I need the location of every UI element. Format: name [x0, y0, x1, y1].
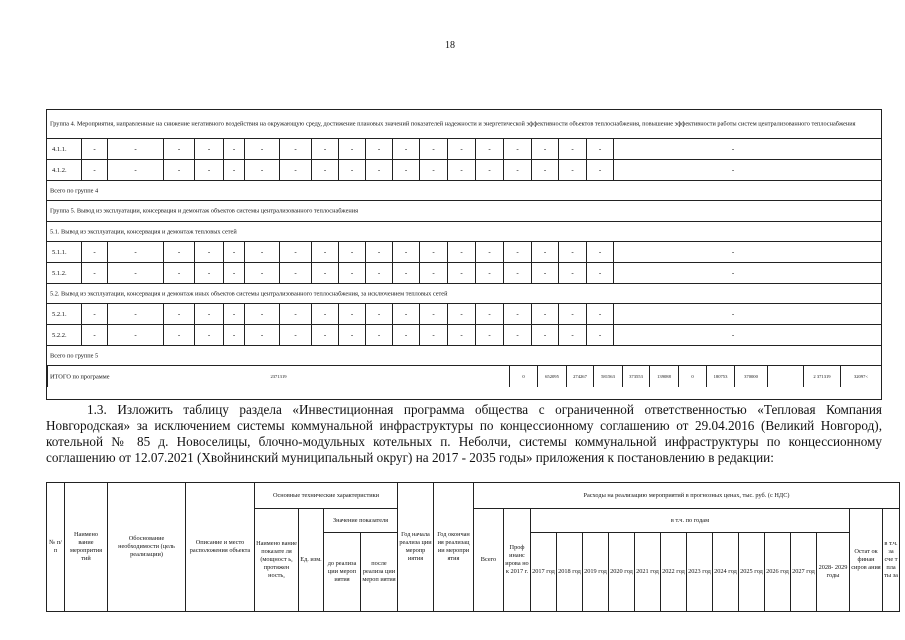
value-cell: -	[279, 242, 311, 262]
section-row	[47, 346, 881, 366]
total-value-cell: 581563	[593, 366, 622, 387]
tech-after: после реализа ции мероп иятия	[361, 533, 398, 612]
total-value-cell: 373553	[622, 366, 649, 387]
tech-unit: Ед. изм.	[299, 509, 324, 612]
row-title: Группа 5. Вывод из эксплуатации, консервация и демонтаж объектов системы централизованного теплоснабжения	[50, 207, 358, 215]
value-cell: -	[586, 242, 613, 262]
value-cell: -	[163, 304, 194, 324]
year-2028-2029: 2028- 2029 годы	[817, 533, 850, 612]
value-cell: -	[244, 304, 279, 324]
total-row	[47, 366, 881, 387]
year-2026: 2026 год	[765, 533, 791, 612]
value-cell: -	[279, 263, 311, 283]
col-total: Всего	[474, 509, 504, 612]
value-cell: -	[163, 242, 194, 262]
value-cell: -	[338, 325, 365, 345]
value-cell: -	[81, 325, 107, 345]
value-cell: -	[558, 160, 586, 180]
value-cell: -	[419, 139, 447, 159]
value-cell: -	[338, 242, 365, 262]
year-2022: 2022 год	[661, 533, 687, 612]
value-cell: -	[311, 304, 338, 324]
total-value-cell: 2 371319	[803, 366, 840, 387]
value-cell: -	[586, 325, 613, 345]
value-cell: -	[586, 304, 613, 324]
value-cell: -	[244, 242, 279, 262]
year-2020: 2020 год	[609, 533, 635, 612]
value-cell: -	[419, 325, 447, 345]
value-cell: -	[447, 160, 475, 180]
value-cell: -	[107, 325, 163, 345]
row-code: 5.1.1.	[52, 248, 67, 256]
value-cell: -	[419, 160, 447, 180]
col-start-year: Год начала реализа ции меропр иятия	[398, 483, 434, 612]
value-cell: -	[558, 325, 586, 345]
value-cell: -	[279, 160, 311, 180]
value-cell: -	[586, 139, 613, 159]
row-code: 5.2.2.	[52, 331, 67, 339]
value-cell: -	[107, 160, 163, 180]
value-cell: -	[223, 263, 244, 283]
value-cell: -	[365, 160, 392, 180]
value-cell: -	[475, 325, 503, 345]
value-cell: -	[244, 139, 279, 159]
year-2027: 2027 год	[791, 533, 817, 612]
value-cell: -	[447, 304, 475, 324]
value-cell: -	[475, 139, 503, 159]
value-cell: -	[365, 139, 392, 159]
col-description: Описание и место расположения объекта	[186, 483, 255, 612]
value-cell: -	[419, 242, 447, 262]
value-cell: -	[163, 139, 194, 159]
value-cell: -	[223, 139, 244, 159]
value-cell: -	[194, 263, 223, 283]
value-cell: -	[475, 160, 503, 180]
value-cell: -	[447, 139, 475, 159]
value-cell: -	[531, 325, 558, 345]
col-end-year: Год окончан ия реализац ии меропри ятия	[434, 483, 474, 612]
value-cell: -	[392, 160, 419, 180]
row-title: ИТОГО по программе	[50, 372, 110, 380]
section-row	[47, 110, 881, 139]
year-2024: 2024 год	[713, 533, 739, 612]
value-cell: -	[558, 304, 586, 324]
value-cell: -	[503, 242, 531, 262]
value-cell: -	[338, 139, 365, 159]
value-cell: -	[194, 160, 223, 180]
tech-value: Значение показателя	[324, 509, 398, 533]
section-row	[47, 284, 881, 304]
total-value-cell: 0	[509, 366, 537, 387]
total-value-cell: 274267	[566, 366, 593, 387]
value-cell: -	[586, 160, 613, 180]
row-title: 5.1. Вывод из эксплуатации, консервация и демонтаж тепловых сетей	[50, 227, 237, 235]
value-cell: -	[163, 263, 194, 283]
value-cell: -	[311, 160, 338, 180]
value-cell: -	[503, 139, 531, 159]
lower-table-header	[46, 482, 900, 612]
value-cell: -	[244, 160, 279, 180]
year-2021: 2021 год	[635, 533, 661, 612]
row-code: 5.1.2.	[52, 269, 67, 277]
value-cell: -	[558, 263, 586, 283]
value-cell: -	[223, 242, 244, 262]
value-cell: -	[392, 242, 419, 262]
value-cell: -	[392, 263, 419, 283]
value-cell: -	[81, 242, 107, 262]
value-cell: -	[475, 263, 503, 283]
value-cell: -	[244, 263, 279, 283]
tech-header: Основные технические характеристики	[255, 483, 398, 509]
total-value-cell: 32097<	[840, 366, 881, 387]
total-value-cell: 370000	[734, 366, 767, 387]
value-cell: -	[613, 242, 852, 262]
value-cell: -	[419, 304, 447, 324]
value-cell: -	[558, 242, 586, 262]
value-cell: -	[365, 304, 392, 324]
value-cell: -	[531, 139, 558, 159]
section-row	[47, 222, 881, 242]
value-cell: -	[279, 325, 311, 345]
value-cell: -	[194, 242, 223, 262]
value-cell: -	[163, 325, 194, 345]
value-cell: -	[194, 139, 223, 159]
tech-indicator-name: Наимено вание показате ля (мощност ь, протяжен ность,	[255, 509, 299, 612]
value-cell: -	[311, 242, 338, 262]
row-title: Всего по группе 4	[50, 186, 99, 194]
value-cell: -	[531, 304, 558, 324]
value-cell: -	[365, 325, 392, 345]
value-cell: -	[475, 242, 503, 262]
tech-before: до реализа ции мероп иятия	[324, 533, 361, 612]
value-cell: -	[163, 160, 194, 180]
value-cell: -	[475, 304, 503, 324]
value-cell: -	[81, 139, 107, 159]
page-number: 18	[445, 40, 455, 51]
row-code: 4.1.1.	[52, 145, 67, 153]
value-cell: -	[392, 139, 419, 159]
value-cell: -	[311, 325, 338, 345]
section-row	[47, 201, 881, 222]
year-2025: 2025 год	[739, 533, 765, 612]
value-cell: -	[311, 139, 338, 159]
value-cell: -	[194, 325, 223, 345]
value-cell: -	[223, 325, 244, 345]
costs-header: Расходы на реализацию мероприятий в прогнозных ценах, тыс. руб. (с НДС)	[474, 483, 900, 509]
year-2017: 2017 год	[531, 533, 557, 612]
value-cell: -	[503, 304, 531, 324]
col-prefinanced: Проф инанс ирова но к 2017 г.	[504, 509, 531, 612]
year-2023: 2023 год	[687, 533, 713, 612]
value-cell: -	[81, 263, 107, 283]
col-name: Наимено вание меропрития тий	[65, 483, 108, 612]
value-cell: -	[365, 263, 392, 283]
value-cell: -	[338, 160, 365, 180]
col-number: № п/п	[47, 483, 65, 612]
value-cell: -	[613, 263, 852, 283]
value-cell: -	[107, 304, 163, 324]
value-cell: -	[503, 263, 531, 283]
value-cell: -	[613, 304, 852, 324]
value-cell: -	[81, 304, 107, 324]
value-cell: -	[531, 160, 558, 180]
value-cell: -	[613, 160, 852, 180]
table-row	[47, 325, 881, 346]
value-cell: -	[447, 242, 475, 262]
total-value-cell: 180753	[706, 366, 734, 387]
value-cell: -	[531, 242, 558, 262]
value-cell: -	[558, 139, 586, 159]
value-cell: -	[107, 139, 163, 159]
year-2019: 2019 год	[583, 533, 609, 612]
value-cell: -	[419, 263, 447, 283]
value-cell: -	[107, 263, 163, 283]
value-cell: -	[613, 325, 852, 345]
upper-table	[46, 109, 882, 400]
year-2018: 2018 год	[557, 533, 583, 612]
row-title: Группа 4. Мероприятия, направленные на снижение негативного воздействия на окружающую среду, достижение плановых значений показателей надежности и энергетической эффективности объектов теплоснабжения, повышение эффективности работы систем централизованного теплоснабжения	[50, 120, 856, 128]
value-cell: -	[503, 325, 531, 345]
total-value-cell: 652095	[537, 366, 566, 387]
section-row	[47, 181, 881, 201]
value-cell: -	[613, 139, 852, 159]
value-cell: -	[392, 304, 419, 324]
total-value-cell: 0	[678, 366, 706, 387]
value-cell: -	[311, 263, 338, 283]
value-cell: -	[223, 160, 244, 180]
paragraph-1-3: 1.3. Изложить таблицу раздела «Инвестиционная программа общества с ограниченной ответственностью «Тепловая Компания Новгородская» за исключением системы коммунальной инфраструктуры по концессионному соглашению от 29.04.2016 (Великий Новгород), котельной № 85 д. Новоселицы, блочно-модульных котельных п. Неболчи, системы коммунальной инфраструктуры по концессионному соглашению от 12.07.2021 (Хвойнинский муниципальный округ) на 2017 - 2035 годы» приложения к постановлению в редакции:	[46, 402, 882, 465]
value-cell: -	[81, 160, 107, 180]
value-cell: -	[338, 263, 365, 283]
value-cell: -	[503, 160, 531, 180]
by-years-header: в т.ч. по годам	[531, 509, 850, 533]
value-cell: -	[447, 325, 475, 345]
value-cell: -	[365, 242, 392, 262]
row-code: 4.1.2.	[52, 166, 67, 174]
row-title: 5.2. Вывод из эксплуатации, консервация и демонтаж иных объектов системы централизованного теплоснабжения, за исключением тепловых сетей	[50, 289, 448, 297]
value-cell: -	[392, 325, 419, 345]
value-cell: -	[107, 242, 163, 262]
value-cell: -	[279, 304, 311, 324]
table-row	[47, 263, 881, 284]
table-row	[47, 139, 881, 160]
value-cell: -	[531, 263, 558, 283]
value-cell: -	[447, 263, 475, 283]
value-cell: -	[223, 304, 244, 324]
value-cell: -	[338, 304, 365, 324]
col-remaining: Остат ок финан сиров ания	[850, 509, 883, 612]
row-code: 5.2.1.	[52, 310, 67, 318]
value-cell: -	[586, 263, 613, 283]
value-cell: -	[194, 304, 223, 324]
value-cell: -	[279, 139, 311, 159]
total-value-cell: 139088	[649, 366, 678, 387]
table-row	[47, 160, 881, 181]
col-basis: Обоснование необходимости (цель реализации)	[108, 483, 186, 612]
table-row	[47, 304, 881, 325]
total-value-cell: 2371319	[47, 366, 509, 387]
col-including: в т.ч. за сче т пла ты за	[883, 509, 900, 612]
value-cell: -	[244, 325, 279, 345]
table-row	[47, 242, 881, 263]
row-title: Всего по группе 5	[50, 351, 99, 359]
total-value-cell	[767, 366, 803, 387]
